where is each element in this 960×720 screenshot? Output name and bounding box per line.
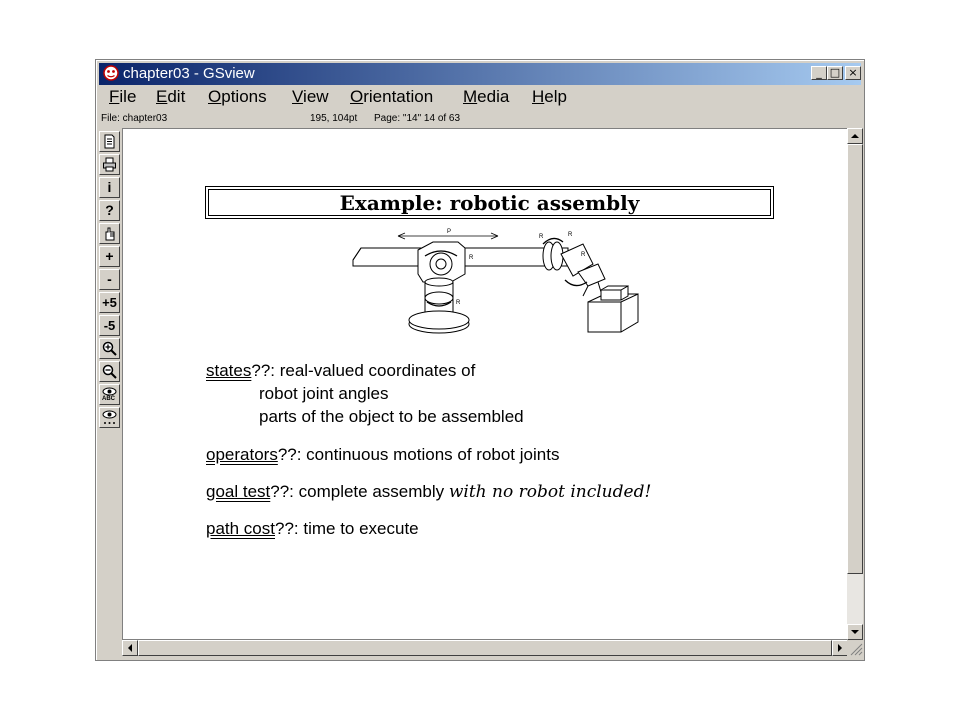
menu-media[interactable]: Media xyxy=(463,87,510,106)
next-page-button[interactable]: + xyxy=(99,246,120,267)
status-file: File: chapter03 xyxy=(101,113,168,124)
zoom-in-button[interactable] xyxy=(99,338,120,359)
status-page: Page: "14" 14 of 63 xyxy=(374,113,461,124)
menu-bar xyxy=(99,86,861,108)
gsview-window xyxy=(95,59,865,661)
resize-grip-icon xyxy=(847,640,863,656)
maximize-button[interactable]: □ xyxy=(827,66,843,80)
zoom-in-icon xyxy=(102,341,117,356)
menu-file[interactable]: File xyxy=(109,87,137,106)
status-bar xyxy=(99,111,861,127)
scroll-right-button[interactable] xyxy=(832,640,848,656)
menu-options[interactable]: Options xyxy=(208,87,267,106)
help-button[interactable]: ? xyxy=(99,200,120,221)
open-file-button[interactable] xyxy=(99,131,120,152)
label-r-shoulder: R xyxy=(469,255,474,261)
window-title: chapter03 - GSview xyxy=(123,65,255,82)
title-bar[interactable] xyxy=(99,63,861,85)
previous-page-button[interactable]: - xyxy=(99,269,120,290)
find-next-button[interactable] xyxy=(99,407,120,428)
scroll-left-button[interactable] xyxy=(122,640,138,656)
dots-icon xyxy=(102,421,117,425)
goto-page-button[interactable] xyxy=(99,223,120,244)
path-cost-line xyxy=(206,519,419,539)
label-r-elbow: R xyxy=(539,234,544,240)
operators-text: ??: continuous motions of robot joints xyxy=(277,445,560,464)
printer-icon xyxy=(102,157,117,172)
label-r-wrist: R xyxy=(568,232,573,238)
slide-title-box xyxy=(205,186,774,219)
info-button[interactable]: i xyxy=(99,177,120,198)
document-view[interactable] xyxy=(122,128,848,640)
eye-icon xyxy=(102,387,117,396)
back-5-pages-button[interactable]: -5 xyxy=(99,315,120,336)
goal-test-italic: with no robot included! xyxy=(448,482,652,502)
print-button[interactable] xyxy=(99,154,120,175)
arrow-down-icon xyxy=(848,625,862,639)
path-cost-term: path cost xyxy=(206,519,275,538)
path-cost-text: ??: time to execute xyxy=(275,519,419,538)
vertical-scrollbar[interactable] xyxy=(847,128,863,640)
scroll-up-button[interactable] xyxy=(847,128,863,144)
goal-test-text: ??: complete assembly xyxy=(270,482,449,501)
menu-edit[interactable]: Edit xyxy=(156,87,186,106)
gsview-app-icon[interactable] xyxy=(103,65,119,81)
label-r-waist: R xyxy=(456,300,461,306)
operators-term: operators xyxy=(206,445,278,464)
close-button[interactable]: × xyxy=(845,66,861,80)
document-icon xyxy=(102,134,117,149)
horizontal-scrollbar[interactable] xyxy=(122,640,848,656)
zoom-out-icon xyxy=(102,364,117,379)
states-sub-2: parts of the object to be assembled xyxy=(259,407,524,426)
robot-arm-diagram xyxy=(343,224,643,344)
arrow-up-icon xyxy=(848,129,862,143)
menu-view[interactable]: View xyxy=(292,87,329,106)
eye-icon xyxy=(102,410,117,419)
goal-test-line xyxy=(206,482,651,502)
minimize-button[interactable]: _ xyxy=(811,66,827,80)
scroll-down-button[interactable] xyxy=(847,624,863,640)
find-text-button[interactable] xyxy=(99,384,120,405)
arrow-left-icon xyxy=(123,641,137,655)
states-line xyxy=(206,361,475,381)
pointing-hand-icon xyxy=(102,226,117,241)
vertical-scroll-thumb[interactable] xyxy=(847,144,863,574)
menu-help[interactable]: Help xyxy=(532,87,567,106)
resize-grip[interactable] xyxy=(847,640,863,656)
goal-test-term: goal test xyxy=(206,482,271,501)
forward-5-pages-button[interactable]: +5 xyxy=(99,292,120,313)
label-p: P xyxy=(447,229,452,235)
arrow-right-icon xyxy=(833,641,847,655)
states-term: states xyxy=(206,361,252,380)
states-text: ??: real-valued coordinates of xyxy=(251,361,476,380)
zoom-out-button[interactable] xyxy=(99,361,120,382)
status-coordinates: 195, 104pt xyxy=(310,113,358,124)
abc-label: ABC xyxy=(102,396,115,402)
menu-orientation[interactable]: Orientation xyxy=(350,87,434,106)
operators-line xyxy=(206,445,559,465)
states-sub-1: robot joint angles xyxy=(259,384,389,403)
label-r-roll: R xyxy=(581,252,586,258)
horizontal-scroll-thumb[interactable] xyxy=(138,640,832,656)
slide-title: Example: robotic assembly xyxy=(339,191,640,215)
